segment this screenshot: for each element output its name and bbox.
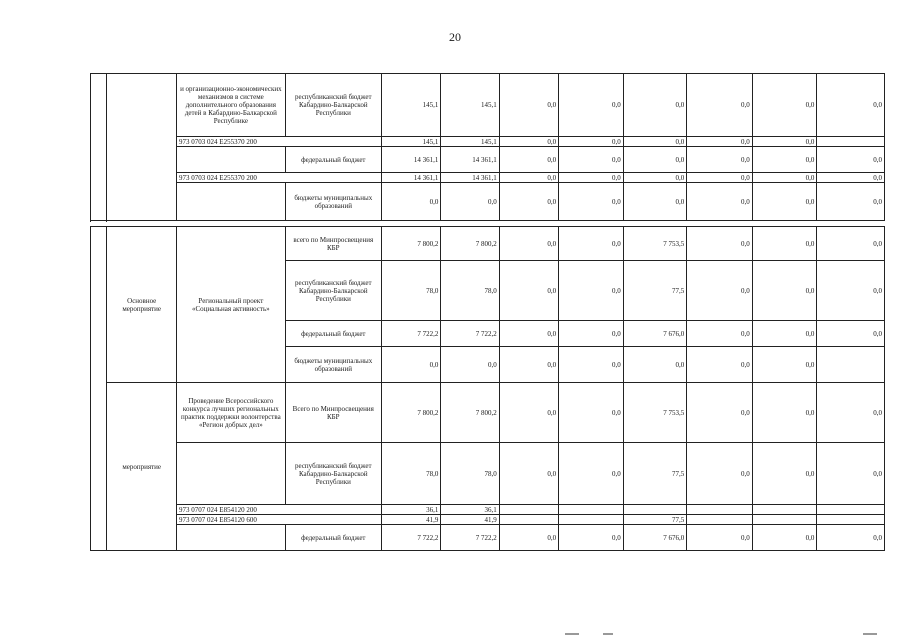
budget-table-continued bbox=[90, 226, 885, 551]
value-cell: 0,0 bbox=[817, 443, 885, 505]
value-cell: 0,0 bbox=[752, 183, 817, 221]
value-cell: 0,0 bbox=[752, 74, 817, 137]
table-row bbox=[91, 383, 885, 443]
value-cell: 0,0 bbox=[559, 443, 624, 505]
value-cell: 7 676,0 bbox=[623, 321, 687, 347]
value-cell: 0,0 bbox=[687, 383, 753, 443]
table-row bbox=[91, 505, 885, 515]
table-row bbox=[91, 147, 885, 173]
value-cell: 7 722,2 bbox=[381, 321, 440, 347]
source-cell: республиканский бюджет Кабардино-Балкарской Республики bbox=[285, 74, 381, 137]
value-cell: 0,0 bbox=[752, 383, 817, 443]
scan-artifact bbox=[603, 633, 613, 635]
value-cell: 0,0 bbox=[817, 147, 885, 173]
value-cell: 0,0 bbox=[752, 261, 817, 321]
value-cell: 77,5 bbox=[623, 443, 687, 505]
value-cell: 0,0 bbox=[499, 227, 558, 261]
source-cell: федеральный бюджет bbox=[285, 525, 381, 551]
value-cell bbox=[752, 505, 817, 515]
table-row bbox=[91, 525, 885, 551]
value-cell: 0,0 bbox=[687, 147, 753, 173]
source-cell: бюджеты муниципальных образований bbox=[285, 183, 381, 221]
value-cell bbox=[817, 137, 885, 147]
value-cell: 0,0 bbox=[559, 525, 624, 551]
value-cell: 14 361,1 bbox=[381, 173, 440, 183]
scan-artifact bbox=[863, 633, 877, 635]
value-cell bbox=[559, 505, 624, 515]
table-row bbox=[91, 515, 885, 525]
value-cell: 0,0 bbox=[687, 525, 753, 551]
value-cell: 0,0 bbox=[499, 261, 558, 321]
value-cell: 14 361,1 bbox=[381, 147, 440, 173]
value-cell: 0,0 bbox=[499, 74, 558, 137]
value-cell: 7 722,2 bbox=[381, 525, 440, 551]
value-cell: 0,0 bbox=[752, 147, 817, 173]
main-event-label: Основное мероприятие bbox=[107, 227, 177, 383]
table-row bbox=[91, 443, 885, 505]
value-cell: 0,0 bbox=[687, 261, 753, 321]
value-cell: 7 722,2 bbox=[441, 321, 499, 347]
value-cell: 0,0 bbox=[817, 261, 885, 321]
value-cell: 0,0 bbox=[499, 147, 558, 173]
event-label: мероприятие bbox=[107, 383, 177, 551]
value-cell: 0,0 bbox=[623, 74, 687, 137]
value-cell: 7 800,2 bbox=[381, 227, 440, 261]
value-cell: 7 753,5 bbox=[623, 383, 687, 443]
value-cell: 36,1 bbox=[441, 505, 499, 515]
value-cell bbox=[752, 515, 817, 525]
description-cell: Региональный проект «Социальная активность» bbox=[177, 227, 286, 383]
value-cell: 0,0 bbox=[817, 183, 885, 221]
value-cell: 0,0 bbox=[623, 347, 687, 383]
scan-artifact bbox=[565, 633, 579, 635]
value-cell bbox=[687, 515, 753, 525]
source-cell: республиканский бюджет Кабардино-Балкарской Республики bbox=[285, 261, 381, 321]
value-cell: 0,0 bbox=[623, 147, 687, 173]
budget-table bbox=[90, 73, 885, 221]
value-cell: 0,0 bbox=[559, 173, 624, 183]
value-cell: 0,0 bbox=[559, 261, 624, 321]
value-cell: 0,0 bbox=[817, 173, 885, 183]
value-cell: 78,0 bbox=[441, 261, 499, 321]
value-cell: 0,0 bbox=[752, 173, 817, 183]
value-cell: 145,1 bbox=[381, 137, 440, 147]
source-cell: всего по Минпросвещения КБР bbox=[285, 227, 381, 261]
value-cell: 0,0 bbox=[623, 137, 687, 147]
table-cell bbox=[177, 147, 286, 173]
table-row bbox=[91, 183, 885, 221]
page-number: 20 bbox=[449, 30, 461, 44]
value-cell: 0,0 bbox=[752, 443, 817, 505]
value-cell: 77,5 bbox=[623, 515, 687, 525]
value-cell bbox=[687, 505, 753, 515]
source-cell: федеральный бюджет bbox=[285, 147, 381, 173]
value-cell: 78,0 bbox=[441, 443, 499, 505]
value-cell: 77,5 bbox=[623, 261, 687, 321]
value-cell: 0,0 bbox=[687, 74, 753, 137]
value-cell: 0,0 bbox=[381, 347, 440, 383]
value-cell: 0,0 bbox=[499, 137, 558, 147]
table-row bbox=[91, 74, 885, 137]
value-cell: 7 722,2 bbox=[441, 525, 499, 551]
value-cell: 0,0 bbox=[687, 443, 753, 505]
table-cell bbox=[91, 74, 107, 221]
value-cell: 0,0 bbox=[499, 443, 558, 505]
value-cell: 0,0 bbox=[559, 74, 624, 137]
budget-code: 973 0703 024 E255370 200 bbox=[177, 173, 382, 183]
value-cell: 0,0 bbox=[623, 173, 687, 183]
value-cell: 41,9 bbox=[381, 515, 440, 525]
value-cell: 0,0 bbox=[559, 147, 624, 173]
budget-code: 973 0707 024 E854120 600 bbox=[177, 515, 382, 525]
value-cell: 36,1 bbox=[381, 505, 440, 515]
value-cell: 0,0 bbox=[499, 321, 558, 347]
description-cell: Проведение Всероссийского конкурса лучших региональных практик поддержки волонтерства «Регион добрых дел» bbox=[177, 383, 286, 443]
value-cell: 0,0 bbox=[499, 173, 558, 183]
value-cell: 78,0 bbox=[381, 443, 440, 505]
value-cell: 7 800,2 bbox=[441, 383, 499, 443]
value-cell: 14 361,1 bbox=[441, 173, 499, 183]
value-cell: 0,0 bbox=[559, 347, 624, 383]
table-cell bbox=[177, 525, 286, 551]
value-cell: 7 676,0 bbox=[623, 525, 687, 551]
source-cell: Всего по Минпросвещения КБР bbox=[285, 383, 381, 443]
value-cell: 0,0 bbox=[559, 183, 624, 221]
source-cell: бюджеты муниципальных образований bbox=[285, 347, 381, 383]
value-cell: 0,0 bbox=[623, 183, 687, 221]
value-cell bbox=[499, 505, 558, 515]
value-cell: 0,0 bbox=[817, 525, 885, 551]
description-cell: и организационно-экономических механизмов в системе дополнительного образования детей в Кабардино-Балкарской Республике bbox=[177, 74, 286, 137]
value-cell: 0,0 bbox=[559, 137, 624, 147]
value-cell: 78,0 bbox=[381, 261, 440, 321]
value-cell: 0,0 bbox=[499, 183, 558, 221]
value-cell: 0,0 bbox=[817, 227, 885, 261]
table-row bbox=[91, 173, 885, 183]
value-cell: 0,0 bbox=[441, 347, 499, 383]
value-cell bbox=[817, 505, 885, 515]
value-cell: 7 800,2 bbox=[441, 227, 499, 261]
value-cell: 145,1 bbox=[381, 74, 440, 137]
table-row bbox=[91, 137, 885, 147]
source-cell: республиканский бюджет Кабардино-Балкарской Республики bbox=[285, 443, 381, 505]
value-cell: 0,0 bbox=[687, 183, 753, 221]
value-cell: 145,1 bbox=[441, 74, 499, 137]
value-cell: 0,0 bbox=[817, 74, 885, 137]
value-cell: 0,0 bbox=[687, 137, 753, 147]
budget-code: 973 0707 024 E854120 200 bbox=[177, 505, 382, 515]
value-cell bbox=[559, 515, 624, 525]
value-cell: 0,0 bbox=[752, 137, 817, 147]
value-cell: 0,0 bbox=[752, 347, 817, 383]
value-cell bbox=[623, 505, 687, 515]
value-cell: 0,0 bbox=[441, 183, 499, 221]
value-cell: 0,0 bbox=[817, 383, 885, 443]
value-cell: 0,0 bbox=[499, 383, 558, 443]
value-cell: 0,0 bbox=[559, 227, 624, 261]
table-cell bbox=[91, 227, 107, 551]
value-cell: 0,0 bbox=[687, 227, 753, 261]
value-cell bbox=[499, 515, 558, 525]
value-cell: 0,0 bbox=[752, 525, 817, 551]
source-cell: федеральный бюджет bbox=[285, 321, 381, 347]
value-cell: 0,0 bbox=[381, 183, 440, 221]
value-cell bbox=[817, 347, 885, 383]
value-cell: 41,9 bbox=[441, 515, 499, 525]
value-cell: 0,0 bbox=[687, 347, 753, 383]
value-cell bbox=[817, 515, 885, 525]
budget-code: 973 0703 024 E255370 200 bbox=[177, 137, 382, 147]
value-cell: 14 361,1 bbox=[441, 147, 499, 173]
value-cell: 145,1 bbox=[441, 137, 499, 147]
value-cell: 0,0 bbox=[499, 525, 558, 551]
value-cell: 0,0 bbox=[817, 321, 885, 347]
table-cell bbox=[177, 183, 286, 221]
value-cell: 0,0 bbox=[687, 321, 753, 347]
table-row bbox=[91, 227, 885, 261]
table-cell bbox=[107, 74, 177, 221]
value-cell: 0,0 bbox=[752, 321, 817, 347]
value-cell: 0,0 bbox=[559, 383, 624, 443]
table-cell bbox=[177, 443, 286, 505]
value-cell: 0,0 bbox=[687, 173, 753, 183]
value-cell: 0,0 bbox=[752, 227, 817, 261]
value-cell: 7 753,5 bbox=[623, 227, 687, 261]
value-cell: 0,0 bbox=[499, 347, 558, 383]
value-cell: 7 800,2 bbox=[381, 383, 440, 443]
value-cell: 0,0 bbox=[559, 321, 624, 347]
